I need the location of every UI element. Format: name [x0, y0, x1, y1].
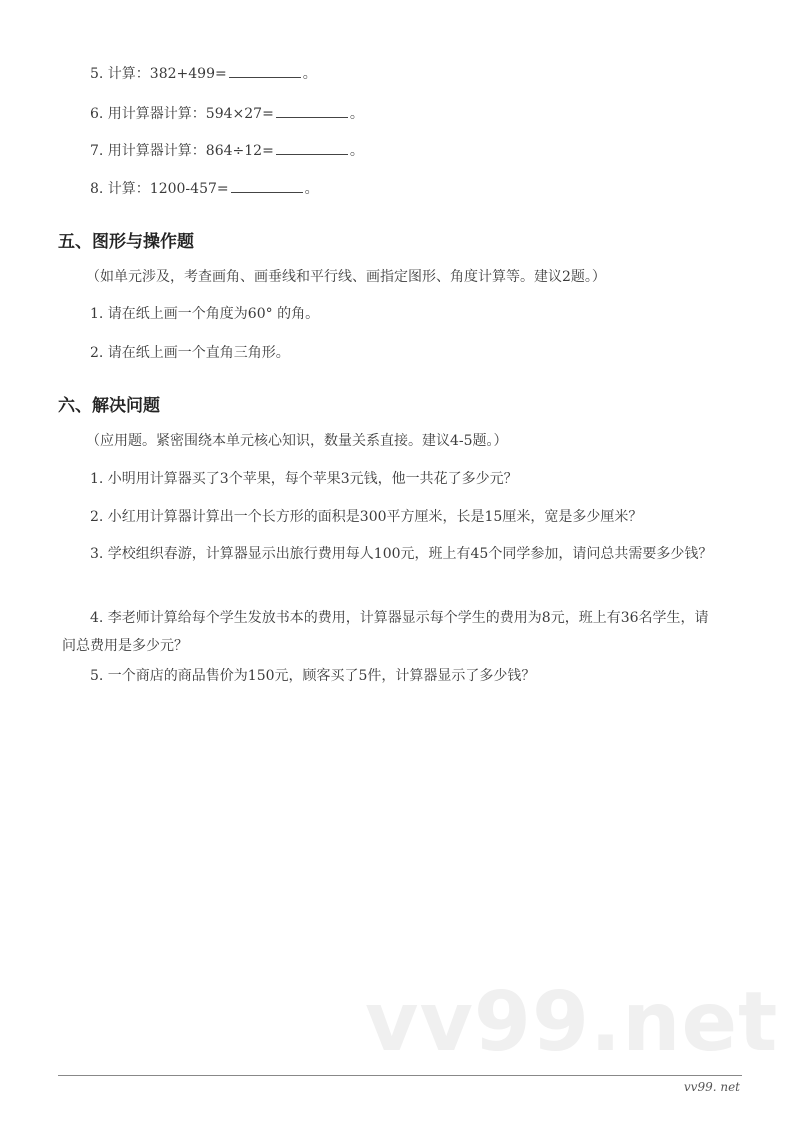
calc-question-6: 6. 用计算器计算：594×27= 。	[90, 103, 364, 124]
answer-blank[interactable]	[276, 140, 348, 155]
geometry-question-1: 1. 请在纸上画一个角度为60° 的角。	[90, 306, 320, 322]
geometry-question-2: 2. 请在纸上画一个直角三角形。	[90, 345, 290, 361]
problem-question-4: 4. 李老师计算给每个学生发放书本的费用，计算器显示每个学生的费用为8元，班上有36名学生，请问总费用是多少元？	[62, 610, 709, 654]
watermark-text: vv99.net	[365, 975, 779, 1070]
section-note-problems: （应用题。紧密围绕本单元核心知识，数量关系直接。建议4-5题。）	[86, 433, 508, 449]
section-title-geometry: 五、图形与操作题	[58, 232, 194, 252]
answer-blank[interactable]	[276, 103, 348, 118]
section-note-geometry: （如单元涉及，考查画角、画垂线和平行线、画指定图形、角度计算等。建议2题。）	[86, 269, 606, 285]
footer-divider	[58, 1075, 742, 1076]
problem-question-2: 2. 小红用计算器计算出一个长方形的面积是300平方厘米，长是15厘米，宽是多少厘米？	[90, 509, 643, 525]
section-title-problems: 六、解决问题	[58, 396, 160, 416]
footer-site-label: vv99. net	[683, 1080, 740, 1094]
calc-question-8: 8. 计算：1200-457= 。	[90, 178, 319, 199]
calc-question-5: 5. 计算：382+499= 。	[90, 63, 317, 84]
calc-question-7: 7. 用计算器计算：864÷12= 。	[90, 140, 364, 161]
answer-blank[interactable]	[229, 63, 301, 78]
answer-blank[interactable]	[231, 178, 303, 193]
problem-question-1: 1. 小明用计算器买了3个苹果，每个苹果3元钱，他一共花了多少元？	[90, 471, 518, 487]
problem-question-3: 3. 学校组织春游，计算器显示出旅行费用每人100元，班上有45个同学参加，请问总共需要多少钱？	[90, 546, 713, 562]
problem-question-5: 5. 一个商店的商品售价为150元，顾客买了5件，计算器显示了多少钱？	[90, 668, 536, 684]
